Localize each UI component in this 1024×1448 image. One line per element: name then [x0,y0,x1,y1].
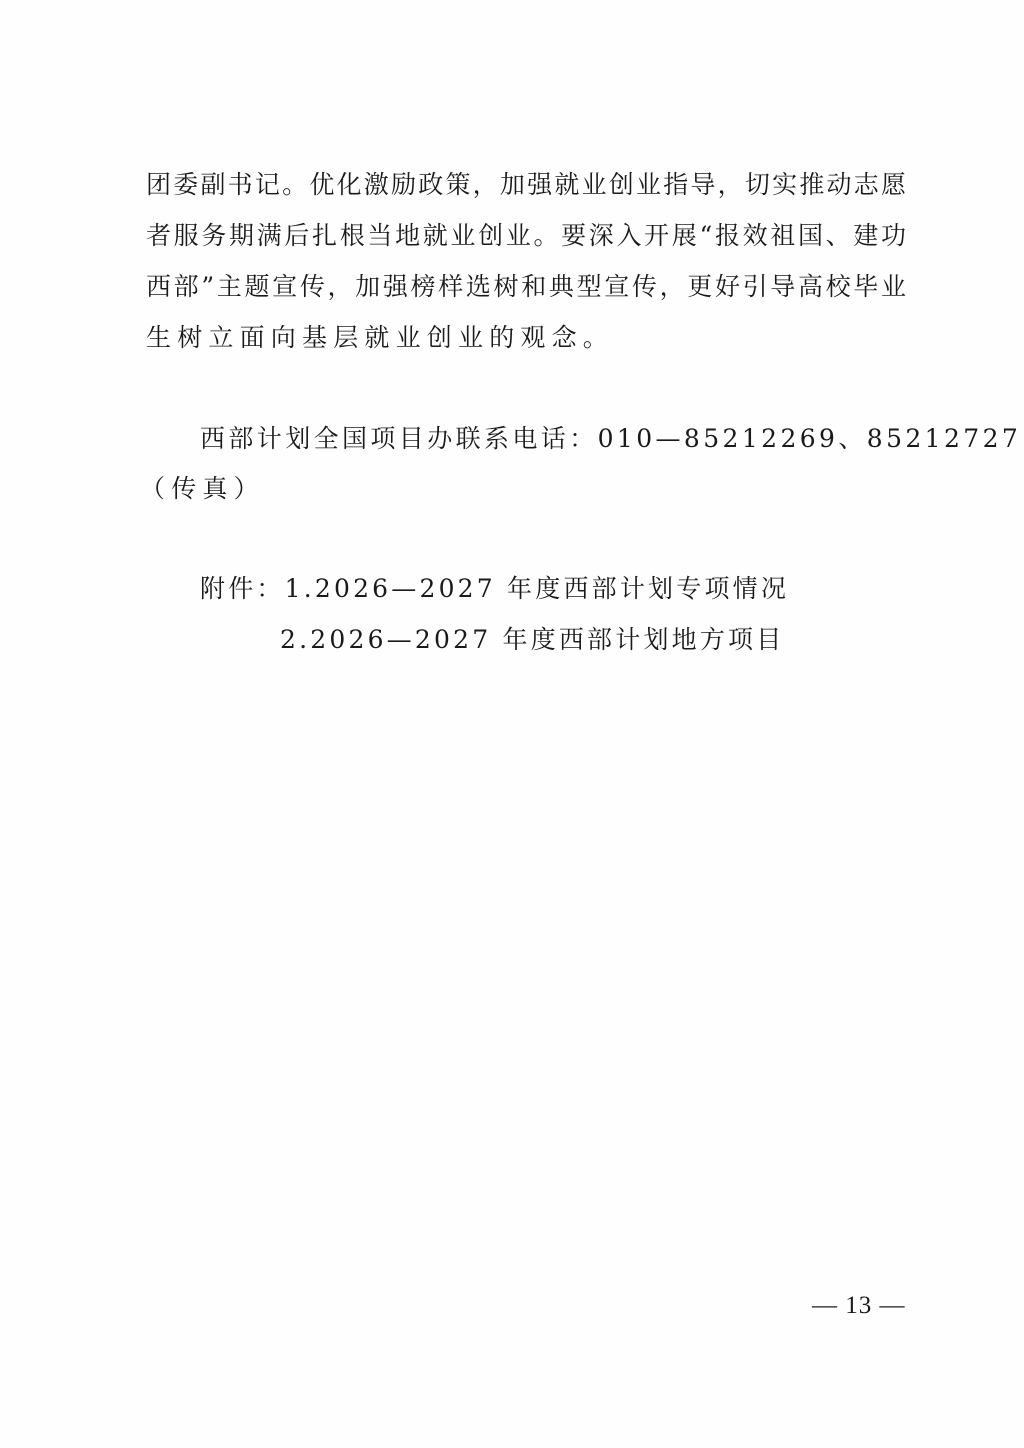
paragraph-line: 团委副书记。优化激励政策，加强就业创业指导，切实推动志愿 [146,170,906,199]
attachment-item: 2.2026—2027 年度西部计划地方项目 [280,625,785,654]
paragraph-line: 生树立面向基层就业创业的观念。 [146,323,615,352]
contact-line: （传真） [140,474,265,503]
contact-line: 西部计划全国项目办联系电话：010—85212269、85212727 [200,424,1022,453]
paragraph-line: 西部”主题宣传，加强榜样选树和典型宣传，更好引导高校毕业 [146,272,906,301]
paragraph-line: 者服务期满后扎根当地就业创业。要深入开展“报效祖国、建功 [146,221,906,250]
attachment-item: 附件：1.2026—2027 年度西部计划专项情况 [200,574,790,603]
page-number: — 13 — [812,1292,906,1319]
